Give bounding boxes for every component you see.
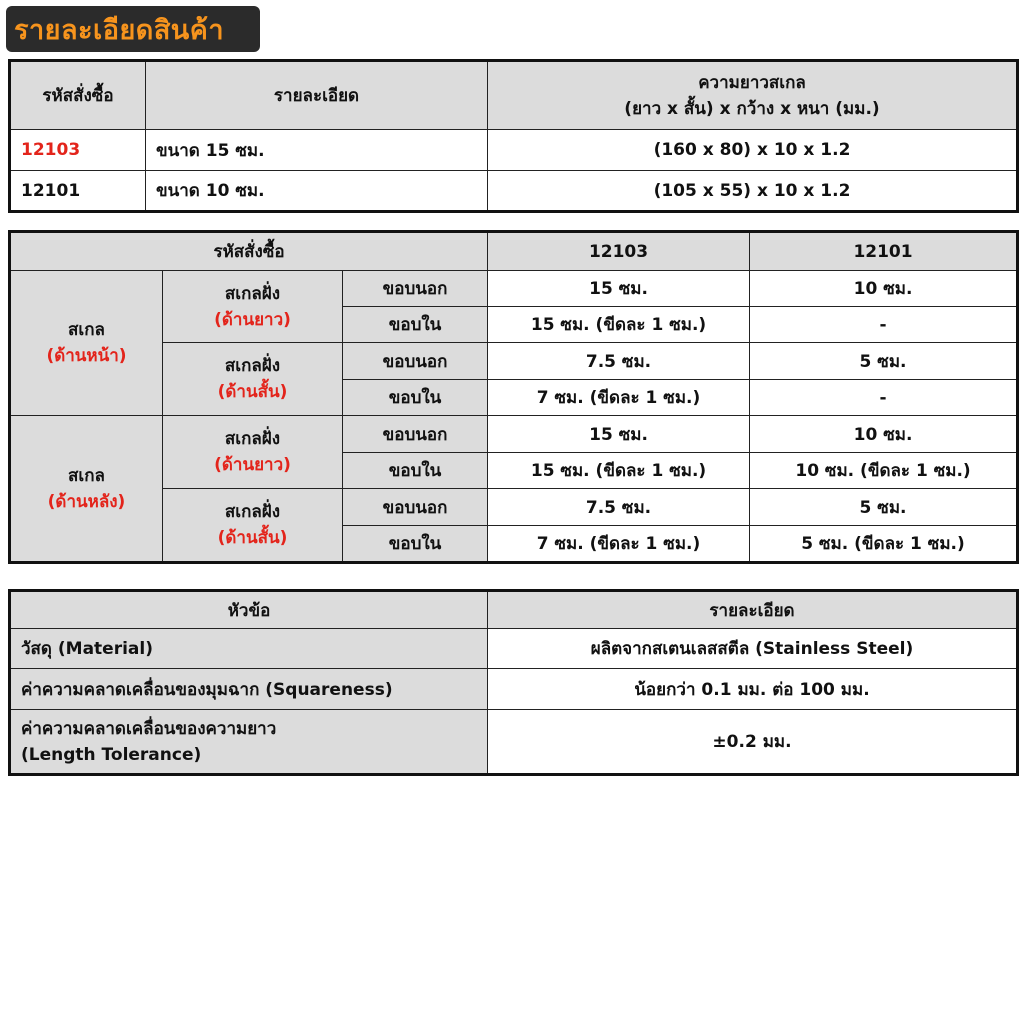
edge-cell: ขอบนอก	[343, 489, 488, 526]
value-cell: -	[750, 380, 1018, 416]
side-label: สเกลฝั่ง	[224, 502, 281, 522]
value-cell: 15 ซม.	[488, 416, 750, 453]
edge-cell: ขอบใน	[343, 380, 488, 416]
front-scale-group	[10, 271, 163, 416]
value-cell: -	[750, 307, 1018, 343]
front-long-side-group	[163, 271, 343, 343]
edge-cell: ขอบนอก	[343, 343, 488, 380]
order-code-cell: 12103	[10, 130, 146, 171]
long-side-label: (ด้านยาว)	[214, 455, 291, 475]
header-length-line2: (ยาว x สั้น) x กว้าง x หนา (มม.)	[624, 98, 880, 119]
back-side-label: (ด้านหลัง)	[47, 491, 126, 512]
back-scale-label: สเกล	[68, 465, 105, 486]
header-order-code: รหัสสั่งซื้อ	[10, 232, 488, 271]
header-detail: รายละเอียด	[488, 591, 1018, 629]
value-cell: 7 ซม. (ขีดละ 1 ซม.)	[488, 380, 750, 416]
dimensions-table	[8, 59, 1019, 213]
value-cell: 5 ซม.	[750, 343, 1018, 380]
value-cell: 15 ซม. (ขีดละ 1 ซม.)	[488, 307, 750, 343]
detail-cell: น้อยกว่า 0.1 มม. ต่อ 100 มม.	[488, 669, 1018, 710]
header-code-12103: 12103	[488, 232, 750, 271]
front-side-label: (ด้านหน้า)	[46, 346, 127, 366]
back-scale-group	[10, 416, 163, 563]
detail-cell: ขนาด 15 ซม.	[146, 130, 488, 171]
front-scale-label: สเกล	[68, 320, 105, 340]
value-cell: 5 ซม. (ขีดละ 1 ซม.)	[750, 526, 1018, 563]
side-label: สเกลฝั่ง	[224, 356, 281, 376]
value-cell: 10 ซม.	[750, 271, 1018, 307]
edge-cell: ขอบใน	[343, 526, 488, 563]
topic-cell: วัสดุ (Material)	[10, 629, 488, 669]
table-row	[10, 416, 1018, 453]
header-detail: รายละเอียด	[146, 61, 488, 130]
header-length-line1: ความยาวสเกล	[698, 72, 806, 93]
table-row	[10, 629, 1018, 669]
detail-cell: ขนาด 10 ซม.	[146, 171, 488, 212]
topic-cell	[10, 710, 488, 775]
order-code-cell: 12101	[10, 171, 146, 212]
front-short-side-group	[163, 343, 343, 416]
page-title: รายละเอียดสินค้า	[14, 14, 224, 46]
topic-line2: (Length Tolerance)	[21, 744, 202, 765]
specifications-table	[8, 589, 1019, 776]
edge-cell: ขอบใน	[343, 453, 488, 489]
value-cell: 10 ซม. (ขีดละ 1 ซม.)	[750, 453, 1018, 489]
short-side-label: (ด้านสั้น)	[217, 528, 288, 548]
side-label: สเกลฝั่ง	[224, 429, 281, 449]
header-order-code: รหัสสั่งซื้อ	[10, 61, 146, 130]
table-header-row	[10, 61, 1018, 130]
edge-cell: ขอบนอก	[343, 271, 488, 307]
table-row	[10, 271, 1018, 307]
value-cell: 7.5 ซม.	[488, 343, 750, 380]
value-cell: 15 ซม. (ขีดละ 1 ซม.)	[488, 453, 750, 489]
header-topic: หัวข้อ	[10, 591, 488, 629]
value-cell: 15 ซม.	[488, 271, 750, 307]
back-long-side-group	[163, 416, 343, 489]
page-title-badge	[6, 6, 260, 52]
table-header-row	[10, 232, 1018, 271]
short-side-label: (ด้านสั้น)	[217, 382, 288, 402]
back-short-side-group	[163, 489, 343, 563]
edge-cell: ขอบนอก	[343, 416, 488, 453]
topic-line1: ค่าความคลาดเคลื่อนของความยาว	[21, 718, 277, 739]
detail-cell: ±0.2 มม.	[488, 710, 1018, 775]
value-cell: 5 ซม.	[750, 489, 1018, 526]
table-row	[10, 171, 1018, 212]
side-label: สเกลฝั่ง	[224, 283, 281, 304]
table-row	[10, 710, 1018, 775]
scale-markings-table	[8, 230, 1019, 564]
topic-cell: ค่าความคลาดเคลื่อนของมุมฉาก (Squareness)	[10, 669, 488, 710]
detail-cell: ผลิตจากสเตนเลสสตีล (Stainless Steel)	[488, 629, 1018, 669]
table-header-row	[10, 591, 1018, 629]
dimensions-cell: (160 x 80) x 10 x 1.2	[488, 130, 1018, 171]
table-row	[10, 130, 1018, 171]
value-cell: 7.5 ซม.	[488, 489, 750, 526]
value-cell: 10 ซม.	[750, 416, 1018, 453]
header-code-12101: 12101	[750, 232, 1018, 271]
edge-cell: ขอบใน	[343, 307, 488, 343]
value-cell: 7 ซม. (ขีดละ 1 ซม.)	[488, 526, 750, 563]
header-scale-length	[488, 61, 1018, 130]
long-side-label: (ด้านยาว)	[214, 309, 291, 330]
dimensions-cell: (105 x 55) x 10 x 1.2	[488, 171, 1018, 212]
table-row	[10, 669, 1018, 710]
